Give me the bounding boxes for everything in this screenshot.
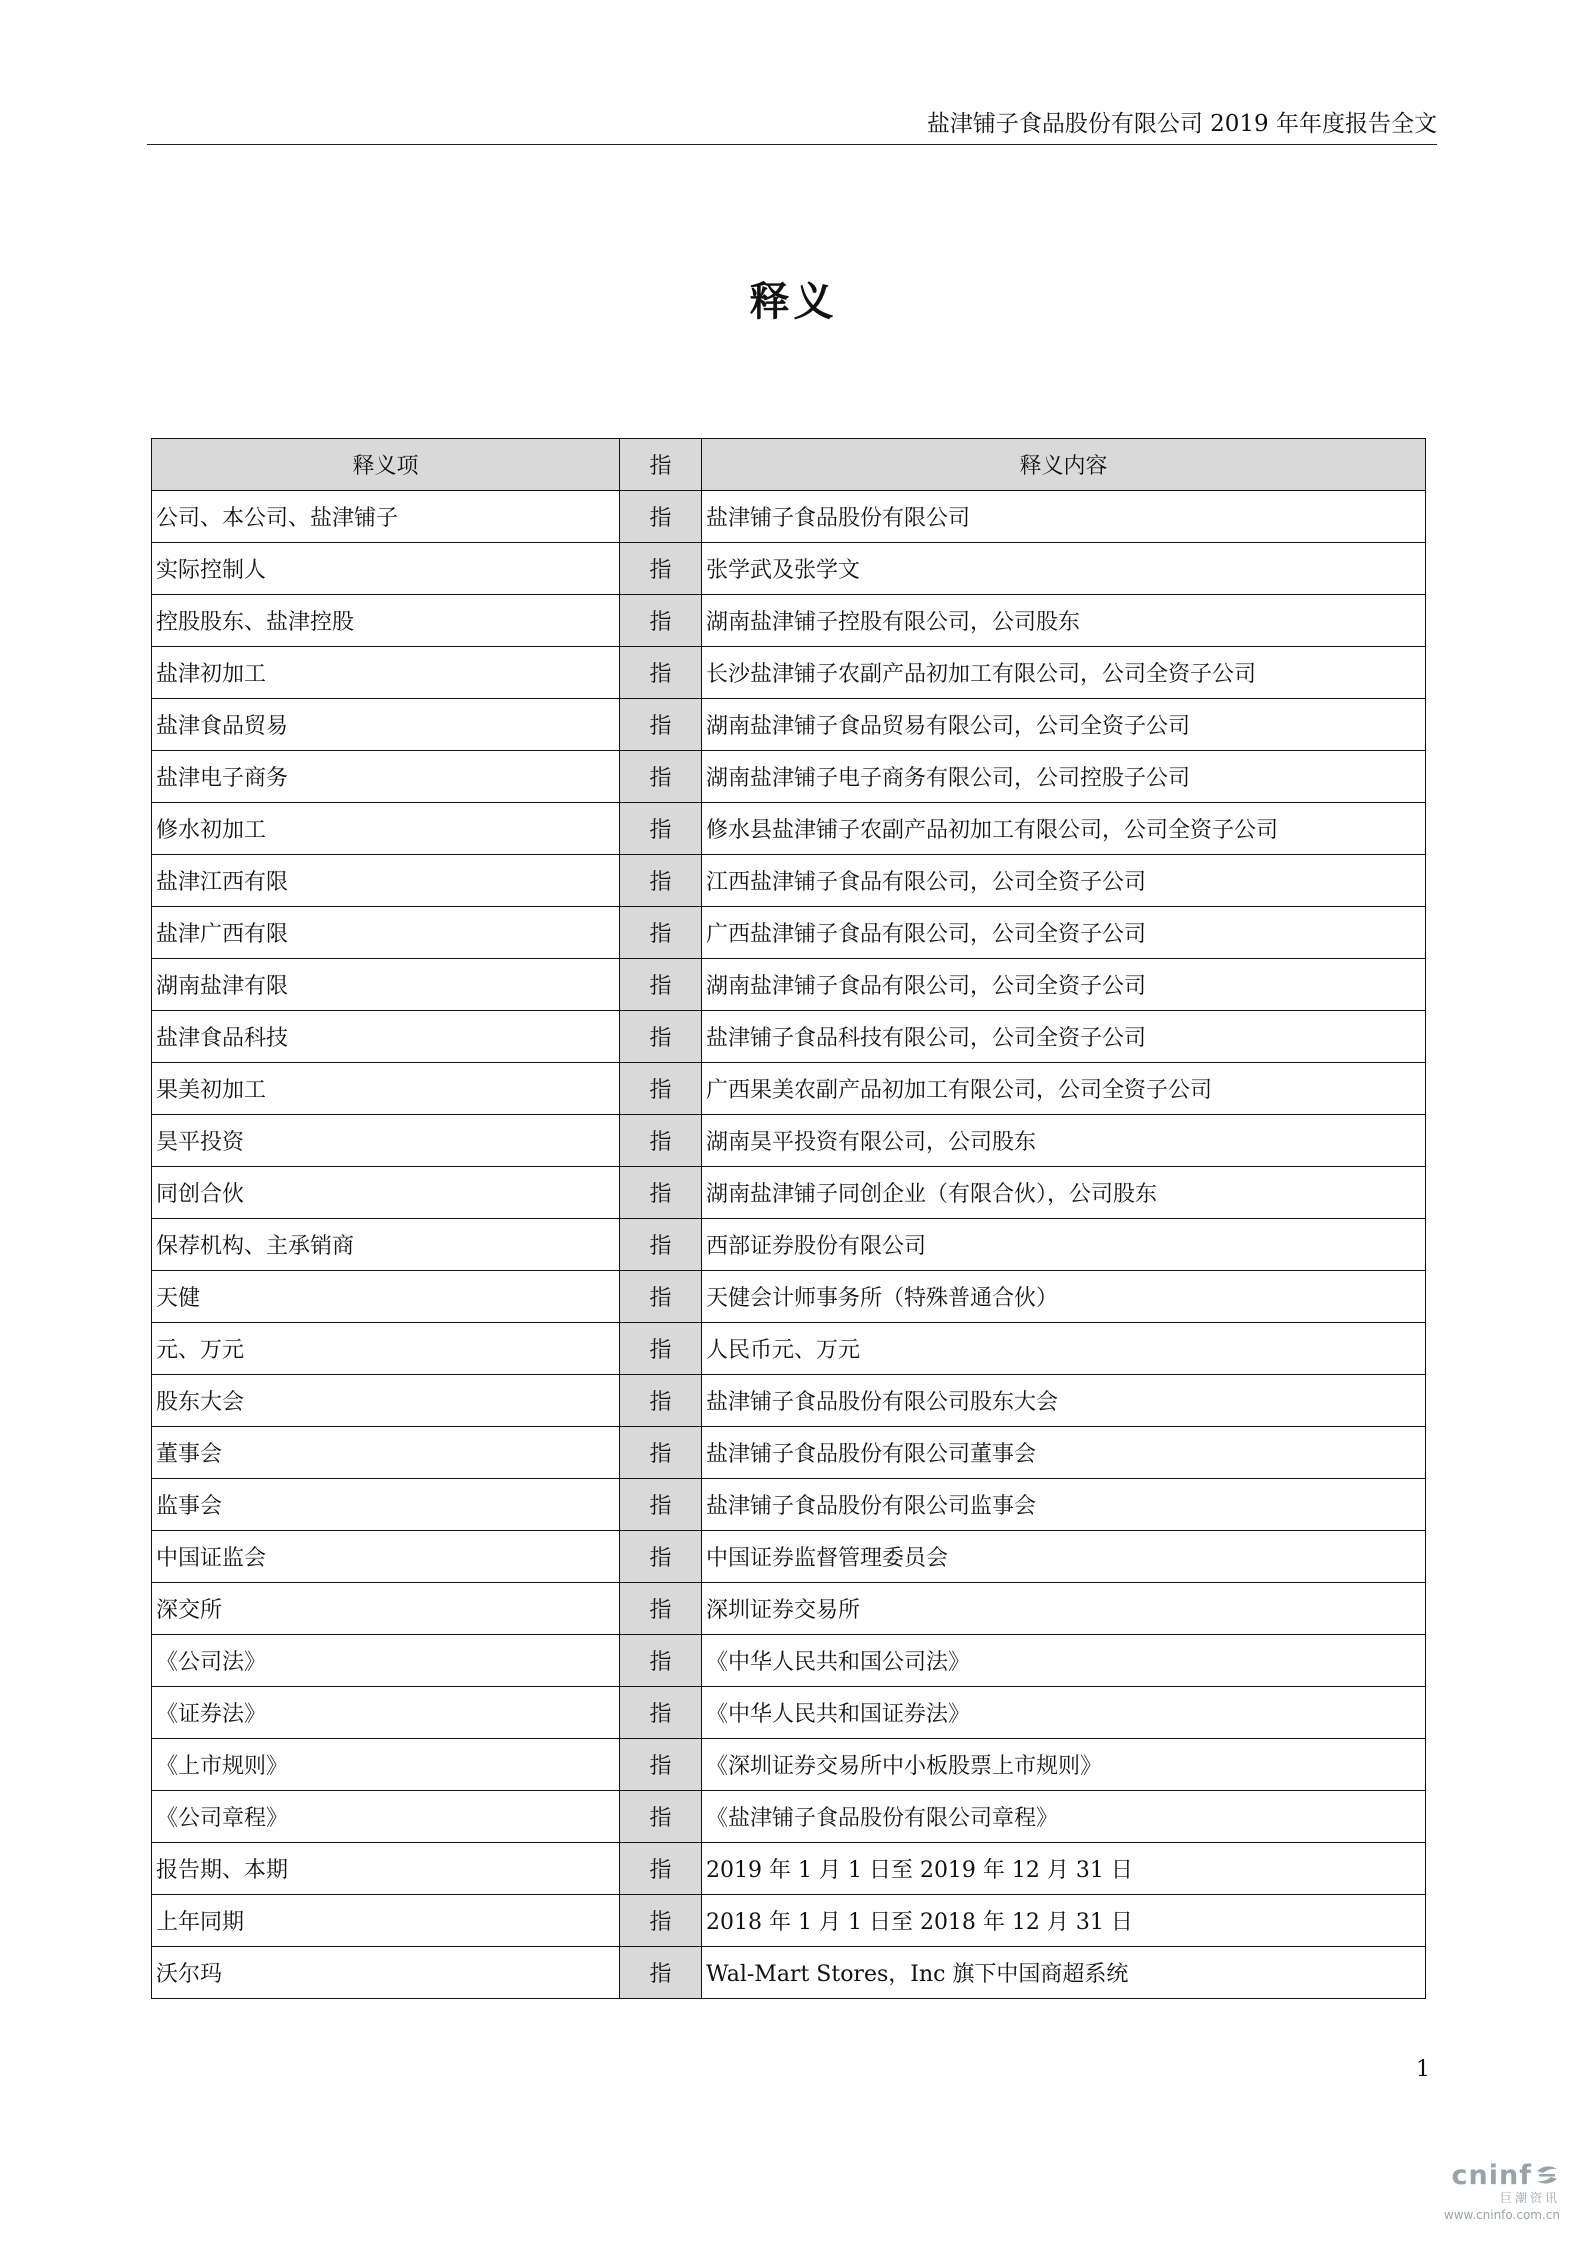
cell-ref: 指	[620, 1063, 702, 1115]
page-number: 1	[1416, 2057, 1430, 2082]
cell-term: 公司、本公司、盐津铺子	[152, 491, 620, 543]
table-row	[152, 1895, 1426, 1947]
cninfo-watermark	[1410, 2160, 1560, 2222]
cell-definition: 西部证券股份有限公司	[702, 1219, 1426, 1271]
cell-term: 《证券法》	[152, 1687, 620, 1739]
cell-ref: 指	[620, 1219, 702, 1271]
table-row	[152, 803, 1426, 855]
cell-definition: 广西盐津铺子食品有限公司，公司全资子公司	[702, 907, 1426, 959]
table-row	[152, 1479, 1426, 1531]
cell-term: 昊平投资	[152, 1115, 620, 1167]
cell-ref: 指	[620, 907, 702, 959]
cell-definition: 盐津铺子食品科技有限公司，公司全资子公司	[702, 1011, 1426, 1063]
cell-term: 控股股东、盐津控股	[152, 595, 620, 647]
cell-term: 盐津食品科技	[152, 1011, 620, 1063]
cell-ref: 指	[620, 1947, 702, 1999]
cell-ref: 指	[620, 647, 702, 699]
cell-term: 盐津电子商务	[152, 751, 620, 803]
table-row	[152, 1063, 1426, 1115]
table-row	[152, 907, 1426, 959]
cell-definition: 江西盐津铺子食品有限公司，公司全资子公司	[702, 855, 1426, 907]
table-row	[152, 1011, 1426, 1063]
cell-ref: 指	[620, 1271, 702, 1323]
cell-definition: 张学武及张学文	[702, 543, 1426, 595]
table-header-row	[152, 439, 1426, 491]
cell-term: 盐津食品贸易	[152, 699, 620, 751]
table-row	[152, 1323, 1426, 1375]
cell-term: 元、万元	[152, 1323, 620, 1375]
cell-ref: 指	[620, 1895, 702, 1947]
table-row	[152, 543, 1426, 595]
table-row	[152, 751, 1426, 803]
cell-ref: 指	[620, 1739, 702, 1791]
cell-ref: 指	[620, 543, 702, 595]
cell-ref: 指	[620, 1011, 702, 1063]
table-row	[152, 1427, 1426, 1479]
cell-definition: 《中华人民共和国公司法》	[702, 1635, 1426, 1687]
cell-definition: 修水县盐津铺子农副产品初加工有限公司，公司全资子公司	[702, 803, 1426, 855]
cell-definition: 人民币元、万元	[702, 1323, 1426, 1375]
cninfo-logo	[1410, 2160, 1560, 2191]
cell-definition: 湖南昊平投资有限公司，公司股东	[702, 1115, 1426, 1167]
cninfo-subtitle: 巨潮资讯	[1499, 2191, 1560, 2205]
cell-ref: 指	[620, 595, 702, 647]
cell-term: 《上市规则》	[152, 1739, 620, 1791]
cell-definition: 湖南盐津铺子食品贸易有限公司，公司全资子公司	[702, 699, 1426, 751]
cell-definition: 2019 年 1 月 1 日至 2019 年 12 月 31 日	[702, 1843, 1426, 1895]
table-row	[152, 1219, 1426, 1271]
cell-term: 同创合伙	[152, 1167, 620, 1219]
table-row	[152, 1791, 1426, 1843]
cell-term: 天健	[152, 1271, 620, 1323]
cell-definition: 湖南盐津铺子控股有限公司，公司股东	[702, 595, 1426, 647]
cell-term: 沃尔玛	[152, 1947, 620, 1999]
table-row	[152, 699, 1426, 751]
cell-ref: 指	[620, 1427, 702, 1479]
cell-ref: 指	[620, 1323, 702, 1375]
cell-ref: 指	[620, 1583, 702, 1635]
cell-definition: Wal-Mart Stores，Inc 旗下中国商超系统	[702, 1947, 1426, 1999]
cell-term: 盐津江西有限	[152, 855, 620, 907]
table-row	[152, 959, 1426, 1011]
cell-ref: 指	[620, 699, 702, 751]
glossary-table	[151, 438, 1426, 1999]
cell-definition: 盐津铺子食品股份有限公司监事会	[702, 1479, 1426, 1531]
table-row	[152, 1687, 1426, 1739]
cell-definition: 盐津铺子食品股份有限公司股东大会	[702, 1375, 1426, 1427]
table-row	[152, 1167, 1426, 1219]
table-row	[152, 855, 1426, 907]
table-row	[152, 1635, 1426, 1687]
cell-term: 盐津广西有限	[152, 907, 620, 959]
cell-ref: 指	[620, 1115, 702, 1167]
cell-definition: 中国证券监督管理委员会	[702, 1531, 1426, 1583]
cell-term: 报告期、本期	[152, 1843, 620, 1895]
page-title: 释义	[749, 279, 838, 325]
cell-ref: 指	[620, 855, 702, 907]
cell-term: 《公司法》	[152, 1635, 620, 1687]
cell-term: 保荐机构、主承销商	[152, 1219, 620, 1271]
cninfo-logo-text: cninf	[1451, 2160, 1532, 2191]
table-row	[152, 1843, 1426, 1895]
table-row	[152, 1583, 1426, 1635]
cell-term: 《公司章程》	[152, 1791, 620, 1843]
cell-ref: 指	[620, 491, 702, 543]
table-row	[152, 1531, 1426, 1583]
cell-ref: 指	[620, 751, 702, 803]
cninfo-url: www.cninfo.com.cn	[1443, 2208, 1560, 2222]
cell-ref: 指	[620, 803, 702, 855]
cell-term: 深交所	[152, 1583, 620, 1635]
cell-ref: 指	[620, 959, 702, 1011]
cell-ref: 指	[620, 1479, 702, 1531]
header-definition: 释义内容	[702, 439, 1426, 491]
cell-term: 实际控制人	[152, 543, 620, 595]
cell-definition: 天健会计师事务所（特殊普通合伙）	[702, 1271, 1426, 1323]
cell-definition: 湖南盐津铺子同创企业（有限合伙），公司股东	[702, 1167, 1426, 1219]
cell-definition: 2018 年 1 月 1 日至 2018 年 12 月 31 日	[702, 1895, 1426, 1947]
cell-definition: 广西果美农副产品初加工有限公司，公司全资子公司	[702, 1063, 1426, 1115]
cell-ref: 指	[620, 1687, 702, 1739]
cell-ref: 指	[620, 1843, 702, 1895]
cell-ref: 指	[620, 1167, 702, 1219]
cell-term: 中国证监会	[152, 1531, 620, 1583]
cell-definition: 湖南盐津铺子电子商务有限公司，公司控股子公司	[702, 751, 1426, 803]
table-row	[152, 1739, 1426, 1791]
cell-definition: 盐津铺子食品股份有限公司	[702, 491, 1426, 543]
cell-term: 修水初加工	[152, 803, 620, 855]
cell-definition: 《中华人民共和国证券法》	[702, 1687, 1426, 1739]
cell-definition: 《盐津铺子食品股份有限公司章程》	[702, 1791, 1426, 1843]
header-term: 释义项	[152, 439, 620, 491]
header-ref: 指	[620, 439, 702, 491]
cell-definition: 盐津铺子食品股份有限公司董事会	[702, 1427, 1426, 1479]
cninfo-swirl-icon	[1534, 2162, 1560, 2188]
cell-term: 湖南盐津有限	[152, 959, 620, 1011]
cell-ref: 指	[620, 1375, 702, 1427]
cell-definition: 长沙盐津铺子农副产品初加工有限公司，公司全资子公司	[702, 647, 1426, 699]
table-row	[152, 1947, 1426, 1999]
cell-term: 盐津初加工	[152, 647, 620, 699]
table-row	[152, 1115, 1426, 1167]
table-row	[152, 1375, 1426, 1427]
cell-ref: 指	[620, 1531, 702, 1583]
cell-definition: 《深圳证券交易所中小板股票上市规则》	[702, 1739, 1426, 1791]
cell-ref: 指	[620, 1791, 702, 1843]
cell-term: 董事会	[152, 1427, 620, 1479]
cell-term: 监事会	[152, 1479, 620, 1531]
cell-definition: 深圳证券交易所	[702, 1583, 1426, 1635]
table-row	[152, 491, 1426, 543]
cell-definition: 湖南盐津铺子食品有限公司，公司全资子公司	[702, 959, 1426, 1011]
cell-ref: 指	[620, 1635, 702, 1687]
table-row	[152, 595, 1426, 647]
cell-term: 果美初加工	[152, 1063, 620, 1115]
table-row	[152, 1271, 1426, 1323]
table-row	[152, 647, 1426, 699]
running-header: 盐津铺子食品股份有限公司 2019 年年度报告全文	[147, 110, 1437, 145]
cell-term: 上年同期	[152, 1895, 620, 1947]
cell-term: 股东大会	[152, 1375, 620, 1427]
glossary-body	[152, 491, 1426, 1999]
